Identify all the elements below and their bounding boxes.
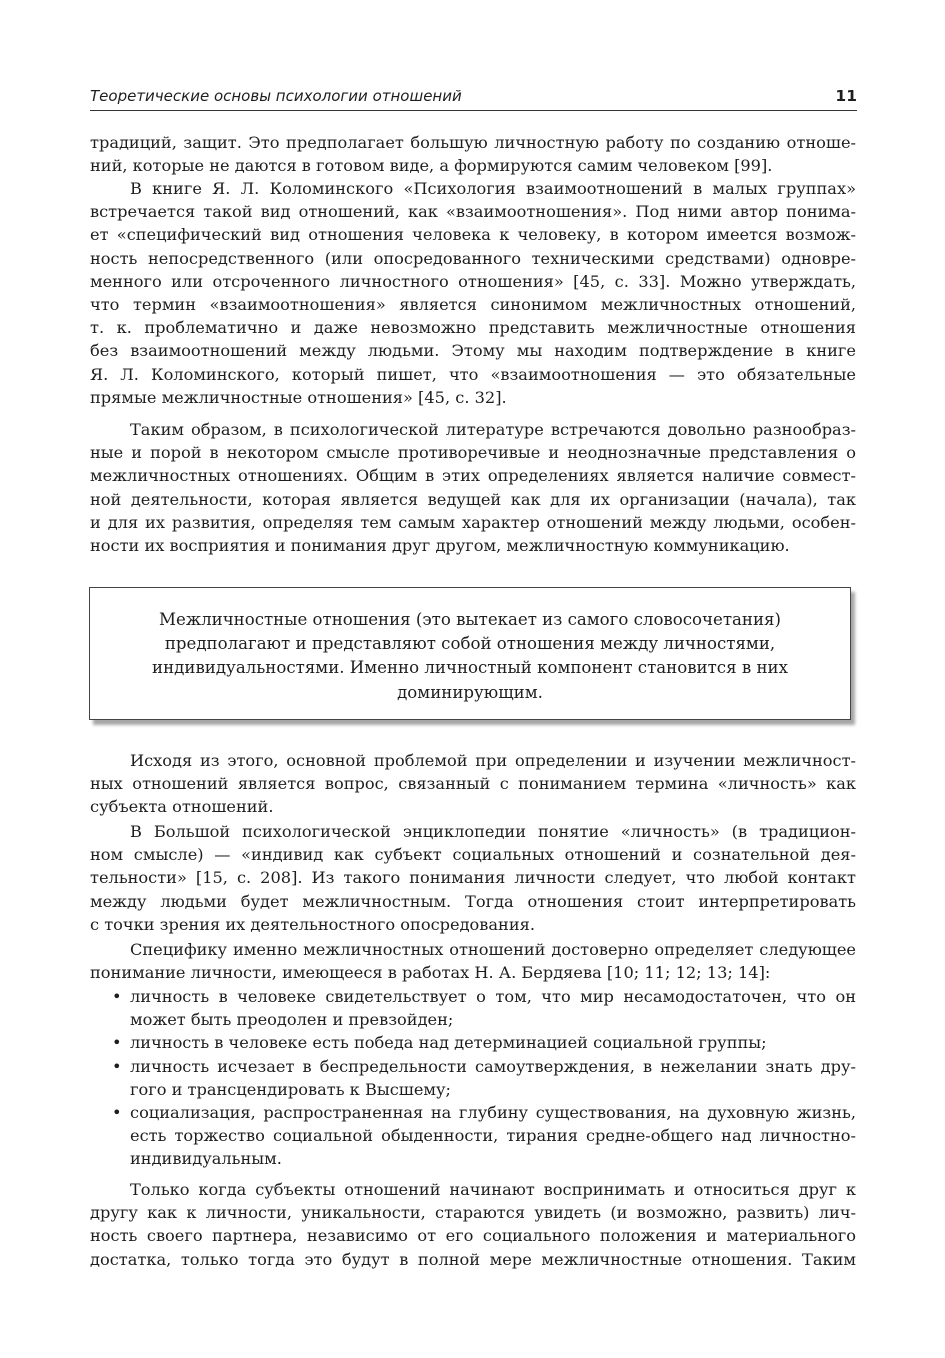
running-header-title: Теоретические основы психологии отношений (90, 87, 462, 105)
paragraph-2-line: ность непосредственного (или опосредованного техническими средствами) одновре- (90, 248, 856, 268)
callout-line: предполагают и представляют собой отношения между личностями, (164, 634, 776, 654)
paragraph-3-line: и для их развития, определяя тем самым характер отношений между людьми, особен- (90, 512, 856, 532)
bullet-icon: • (112, 1103, 122, 1123)
paragraph-2-line: без взаимоотношений между людьми. Этому мы находим подтверждение в книге (90, 341, 856, 361)
paragraph-3 (90, 418, 856, 557)
list-item-line: может быть преодолен и превзойден; (130, 1010, 454, 1030)
paragraph-6-line: понимание личности, имеющееся в работах Н. А. Бердяева [10; 11; 12; 13; 14]: (90, 963, 771, 983)
callout-line: Межличностные отношения (это вытекает из самого словосочетания) (159, 610, 781, 629)
paragraph-2-line: встречается такой вид отношений, как «взаимоотношения». Под ними автор понима- (90, 202, 856, 222)
bullet-icon: • (112, 1056, 122, 1076)
paragraph-4-line: Исходя из этого, основной проблемой при определении и изучении межличност- (130, 751, 856, 770)
callout-box (89, 587, 851, 720)
paragraph-1-line: ний, которые не даются в готовом виде, а формируются самим человеком [99]. (90, 156, 773, 176)
list-item (90, 1031, 856, 1054)
callout-text (90, 608, 850, 705)
paragraph-4-line: ных отношений является вопрос, связанный с пониманием термина «личность» как (90, 774, 856, 794)
list-item-line: гого и трансцендировать к Высшему; (130, 1079, 451, 1099)
running-header (90, 86, 857, 111)
paragraph-3-line: межличностных отношениях. Общим в этих определениях является наличие совмест- (90, 466, 856, 486)
paragraph-2-line: ет «специфический вид отношения человека к человеку, в котором имеется возмож- (90, 225, 856, 245)
paragraph-7-line: достатка, только тогда это будут в полной мере межличностные отношения. Таким (90, 1249, 856, 1269)
paragraph-2-line: Я. Л. Коломинского, который пишет, что «взаимоотношения — это обязательные (90, 364, 856, 384)
paragraph-7-line: ность своего партнера, независимо от его социального положения и материального (90, 1226, 856, 1246)
paragraph-4-line: субъекта отношений. (90, 797, 274, 817)
callout-line: индивидуальностями. Именно личностный компонент становится в них (152, 658, 788, 678)
bullet-icon: • (112, 987, 122, 1006)
list-item (90, 1101, 856, 1171)
paragraph-1 (90, 131, 856, 177)
paragraph-2-line: т. к. проблематично и даже невозможно представить межличностные отношения (90, 318, 856, 338)
list-item-line: индивидуальным. (130, 1149, 282, 1169)
paragraph-2-line: прямые межличностные отношения» [45, с. 32]. (90, 387, 507, 407)
paragraph-5 (90, 820, 856, 936)
paragraph-5-line: между людьми будет межличностным. Тогда отношения стоит интерпретировать (90, 891, 856, 911)
paragraph-6 (90, 938, 856, 984)
paragraph-5-line: с точки зрения их деятельностного опосредования. (90, 914, 535, 934)
list-item-line: личность в человеке свидетельствует о том, что мир несамодостаточен, что он (130, 987, 856, 1006)
paragraph-3-line: ные и порой в некотором смысле противоречивые и неоднозначные представления о (90, 443, 856, 463)
bullet-icon: • (112, 1033, 122, 1053)
page-number: 11 (835, 87, 857, 105)
paragraph-2-line: менного или отсроченного личностного отношения» [45, с. 33]. Можно утверждать, (90, 271, 856, 291)
paragraph-2 (90, 177, 856, 409)
list-item-line: личность исчезает в беспредельности самоутверждения, в нежелании знать дру- (130, 1056, 856, 1076)
list-item-line: социализация, распространенная на глубину существования, на духовную жизнь, (130, 1103, 856, 1123)
paragraph-2-line: В книге Я. Л. Коломинского «Психология взаимоотношений в малых группах» (130, 179, 856, 198)
paragraph-7-line: Только когда субъекты отношений начинают воспринимать и относиться друг к (130, 1180, 856, 1199)
paragraph-5-line: В Большой психологической энциклопедии понятие «личность» (в традицион- (130, 822, 856, 841)
list-item (90, 1055, 856, 1101)
list-item (90, 985, 856, 1031)
callout-line: доминирующим. (397, 682, 543, 702)
paragraph-7 (90, 1178, 856, 1271)
paragraph-5-line: тельности» [15, с. 208]. Из такого понимания личности следует, что любой контакт (90, 868, 856, 888)
paragraph-6-line: Специфику именно межличностных отношений достоверно определяет следующее (130, 940, 856, 959)
list-item-line: личность в человеке есть победа над детерминацией социальной группы; (130, 1033, 767, 1053)
paragraph-3-line: Таким образом, в психологической литературе встречаются довольно разнообраз- (130, 420, 856, 439)
paragraph-5-line: ном смысле) — «индивид как субъект социальных отношений и сознательной дея- (90, 845, 856, 865)
paragraph-3-line: ной деятельности, которая является ведущей как для их организации (начала), так (90, 489, 856, 509)
paragraph-1-line: традиций, защит. Это предполагает большую личностную работу по созданию отноше- (90, 133, 856, 152)
list-item-line: есть торжество социальной обыденности, тирания средне-общего над личностно- (130, 1126, 856, 1146)
paragraph-4 (90, 749, 856, 819)
paragraph-7-line: другу как к личности, уникальности, стараются увидеть (и возможно, развить) лич- (90, 1203, 856, 1223)
bullet-list (90, 985, 856, 1171)
paragraph-3-line: ности их восприятия и понимания друг другом, межличностную коммуникацию. (90, 536, 790, 556)
paragraph-2-line: что термин «взаимоотношения» является синонимом межличностных отношений, (90, 295, 856, 315)
